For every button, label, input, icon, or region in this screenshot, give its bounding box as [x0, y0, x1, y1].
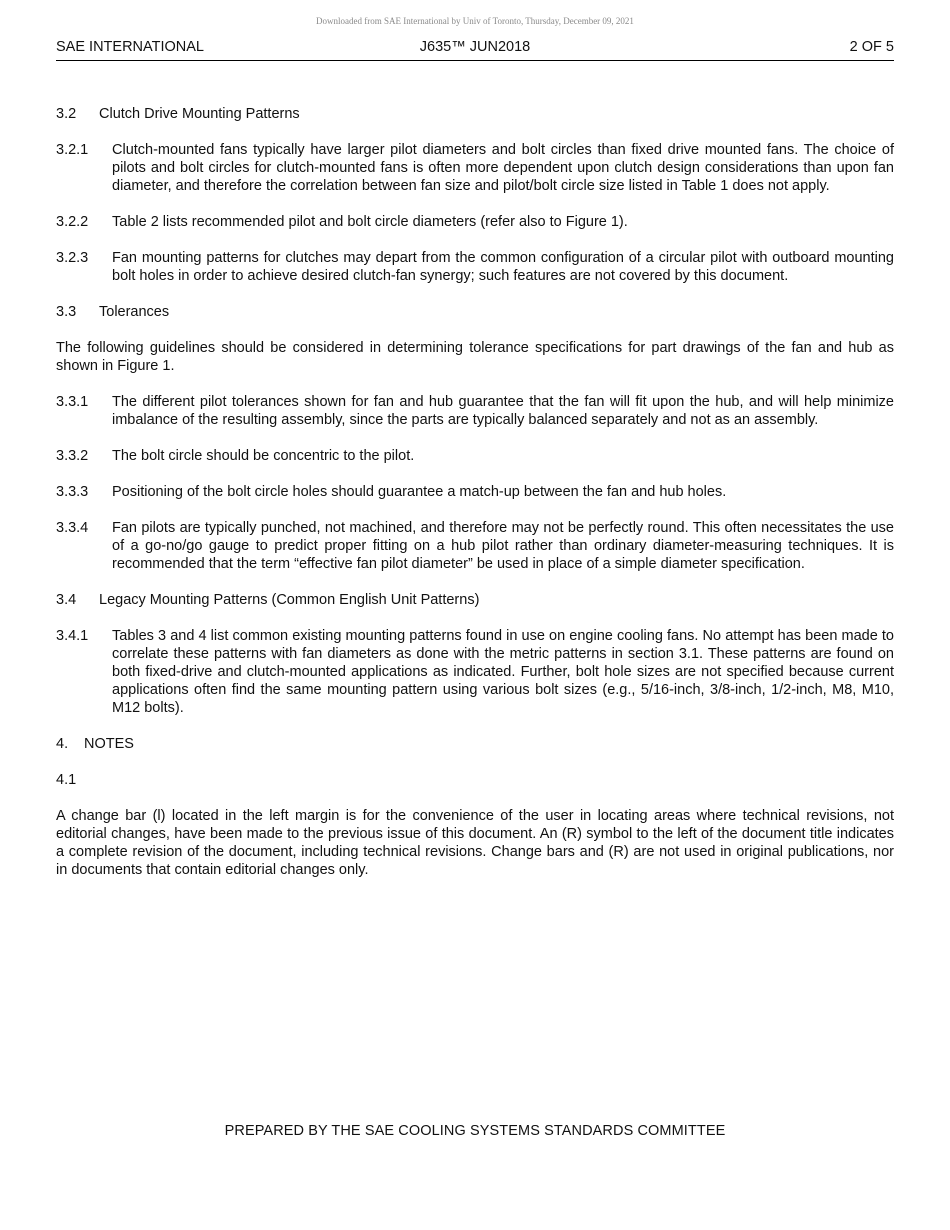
- section-intro-3-3: The following guidelines should be considered in determining tolerance specifications for part drawings of the fan and hub as shown in Figure 1.: [56, 340, 894, 374]
- paragraph-3-3-2: [56, 447, 894, 465]
- notes-text: A change bar (l) located in the left margin is for the convenience of the user in locating areas where technical revisions, not editorial changes, have been made to the previous issue of this document. An (R) symbol to the left of the document title indicates a complete revision of the document, including technical revisions. Change bars and (R) are not used in original publications, nor in documents that contain editorial changes only.: [56, 808, 894, 878]
- paragraph-text: The bolt circle should be concentric to the pilot.: [112, 448, 415, 464]
- paragraph-number: 3.3.2: [56, 448, 89, 464]
- paragraph-text: Fan mounting patterns for clutches may depart from the common configuration of a circular pilot with outboard mounting bolt holes in order to achieve desired clutch-fan synergy; such features are not covered by this document.: [112, 250, 894, 284]
- paragraph-3-4-1: [56, 627, 894, 717]
- paragraph-text: Clutch-mounted fans typically have larger pilot diameters and bolt circles than fixed drive mounted fans. The choice of pilots and bolt circles for clutch-mounted fans is often more dependent upon clutch design considerations than upon fan diameter, and therefore the correlation between fan size and pilot/bolt circle size listed in Table 1 does not apply.: [112, 142, 894, 194]
- section-heading-3-3: [56, 303, 894, 321]
- paragraph-number: 3.2.1: [56, 142, 89, 158]
- section-number: 4.: [56, 736, 69, 752]
- paragraph-3-2-2: [56, 213, 894, 231]
- section-title: NOTES: [84, 736, 134, 752]
- paragraph-text: Positioning of the bolt circle holes should guarantee a match-up between the fan and hub holes.: [112, 484, 727, 500]
- paragraph-number: 3.3.3: [56, 484, 89, 500]
- section-heading-4: [56, 735, 894, 753]
- paragraph-3-2-1: [56, 141, 894, 195]
- subsection-number-4-1: 4.1: [56, 772, 77, 788]
- section-number: 3.2: [56, 106, 77, 122]
- paragraph-number: 3.2.2: [56, 214, 89, 230]
- paragraph-number: 3.3.4: [56, 520, 89, 536]
- page-header: [56, 38, 894, 61]
- paragraph-3-3-4: [56, 519, 894, 573]
- paragraph-number: 3.4.1: [56, 628, 89, 644]
- paragraph-text: Tables 3 and 4 list common existing mounting patterns found in use on engine cooling fans. No attempt has been made to correlate these patterns with fan diameters as done with the metric patterns in section 3.1. These patterns are found on both fixed-drive and clutch-mounted applications as indicated. Further, bolt hole sizes are not specified because current applications often find the same mounting pattern using various bolt sizes (e.g., 5/16-inch, 3/8-inch, 1/2-inch, M8, M10, M12 bolts).: [112, 628, 894, 716]
- paragraph-3-3-3: [56, 483, 894, 501]
- committee-footer: PREPARED BY THE SAE COOLING SYSTEMS STANDARDS COMMITTEE: [224, 1123, 726, 1139]
- paragraph-text: Fan pilots are typically punched, not machined, and therefore may not be perfectly round. This often necessitates the use of a go-no/go gauge to predict proper fitting on a hub pilot rather than ordinary diameter-measuring techniques. It is recommended that the term “effective fan pilot diameter” be used in place of a simple diameter specification.: [112, 520, 894, 572]
- section-number: 3.4: [56, 592, 77, 608]
- section-title: Clutch Drive Mounting Patterns: [99, 106, 300, 122]
- paragraph-number: 3.2.3: [56, 250, 89, 266]
- paragraph-number: 3.3.1: [56, 394, 89, 410]
- header-publisher: SAE INTERNATIONAL: [56, 39, 204, 55]
- download-watermark: Downloaded from SAE International by Univ of Toronto, Thursday, December 09, 2021: [316, 16, 634, 26]
- paragraph-text: The different pilot tolerances shown for fan and hub guarantee that the fan will fit upon the hub, and will help minimize imbalance of the resulting assembly, since the parts are typically balanced separately and not as an assembly.: [112, 394, 894, 428]
- header-document-id: J635™ JUN2018: [419, 39, 531, 55]
- section-heading-3-2: [56, 105, 894, 123]
- paragraph-3-2-3: [56, 249, 894, 285]
- section-title: Legacy Mounting Patterns (Common English Unit Patterns): [99, 592, 480, 608]
- document-body: [56, 105, 894, 897]
- paragraph-3-3-1: [56, 393, 894, 429]
- section-heading-3-4: [56, 591, 894, 609]
- paragraph-text: Table 2 lists recommended pilot and bolt circle diameters (refer also to Figure 1).: [112, 214, 628, 230]
- section-number: 3.3: [56, 304, 77, 320]
- header-page-number: 2 OF 5: [849, 39, 894, 55]
- section-title: Tolerances: [99, 304, 170, 320]
